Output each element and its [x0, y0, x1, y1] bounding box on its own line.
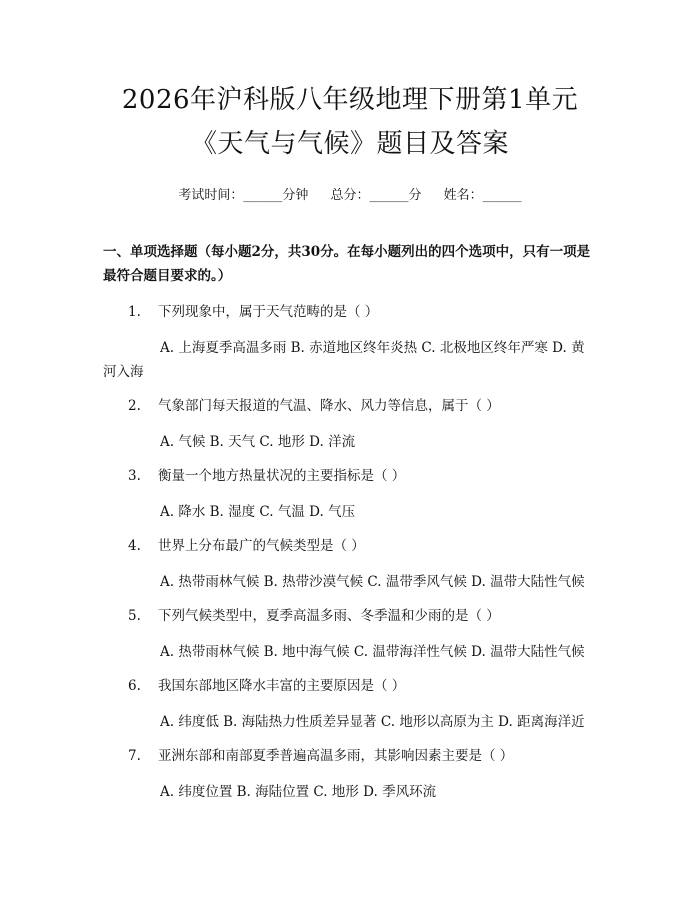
question-number: 3.	[128, 468, 141, 484]
question-options: A. 降水 B. 湿度 C. 气温 D. 气压	[160, 504, 356, 520]
question-options: A. 热带雨林气候 B. 地中海气候 C. 温带海洋性气候 D. 温带大陆性气候	[160, 644, 585, 660]
exam-time-field: 考试时间：______分钟	[178, 188, 309, 203]
question-number: 2.	[128, 398, 141, 414]
question-text: 下列现象中，属于天气范畴的是（ ）	[158, 304, 379, 320]
question-4	[103, 534, 597, 594]
question-text: 下列气候类型中，夏季高温多雨、冬季温和少雨的是（ ）	[158, 608, 500, 624]
question-1	[103, 300, 597, 384]
question-6	[103, 674, 597, 734]
question-number: 6.	[128, 678, 141, 694]
student-name-field: 姓名：______	[443, 188, 522, 203]
question-stem	[103, 674, 597, 698]
total-score-field: 总分：______分	[330, 188, 422, 203]
question-text: 我国东部地区降水丰富的主要原因是（ ）	[158, 678, 406, 694]
question-options: A. 热带雨林气候 B. 热带沙漠气候 C. 温带季风气候 D. 温带大陆性气候	[160, 574, 585, 590]
question-2	[103, 394, 597, 454]
exam-info-line	[103, 186, 597, 206]
question-5	[103, 604, 597, 664]
document-title: 2026年沪科版八年级地理下册第1单元《天气与气候》题目及答案	[121, 85, 579, 159]
question-stem	[103, 300, 597, 324]
question-options: A. 纬度位置 B. 海陆位置 C. 地形 D. 季风环流	[160, 784, 437, 800]
question-text: 气象部门每天报道的气温、降水、风力等信息，属于（ ）	[158, 398, 500, 414]
question-options: A. 纬度低 B. 海陆热力性质差异显著 C. 地形以高原为主 D. 距离海洋近	[160, 714, 585, 730]
question-options: A. 气候 B. 天气 C. 地形 D. 洋流	[160, 434, 356, 450]
question-text: 世界上分布最广的气候类型是（ ）	[158, 538, 365, 554]
question-stem	[103, 604, 597, 628]
question-7	[103, 744, 597, 804]
section-heading: 一、单项选择题（每小题2分，共30分。在每小题列出的四个选项中，只有一项是最符合题目要求的。）	[103, 244, 591, 284]
question-number: 4.	[128, 538, 141, 554]
question-stem	[103, 534, 597, 558]
question-number: 5.	[128, 608, 141, 624]
question-options: A. 上海夏季高温多雨 B. 赤道地区终年炎热 C. 北极地区终年严寒 D. 黄河入海	[103, 340, 585, 380]
question-number: 7.	[128, 748, 141, 764]
question-text: 衡量一个地方热量状况的主要指标是（ ）	[158, 468, 406, 484]
question-list	[103, 300, 597, 804]
question-stem	[103, 394, 597, 418]
question-stem	[103, 744, 597, 768]
question-3	[103, 464, 597, 524]
question-stem	[103, 464, 597, 488]
question-text: 亚洲东部和南部夏季普遍高温多雨，其影响因素主要是（ ）	[158, 748, 514, 764]
question-number: 1.	[128, 304, 141, 320]
